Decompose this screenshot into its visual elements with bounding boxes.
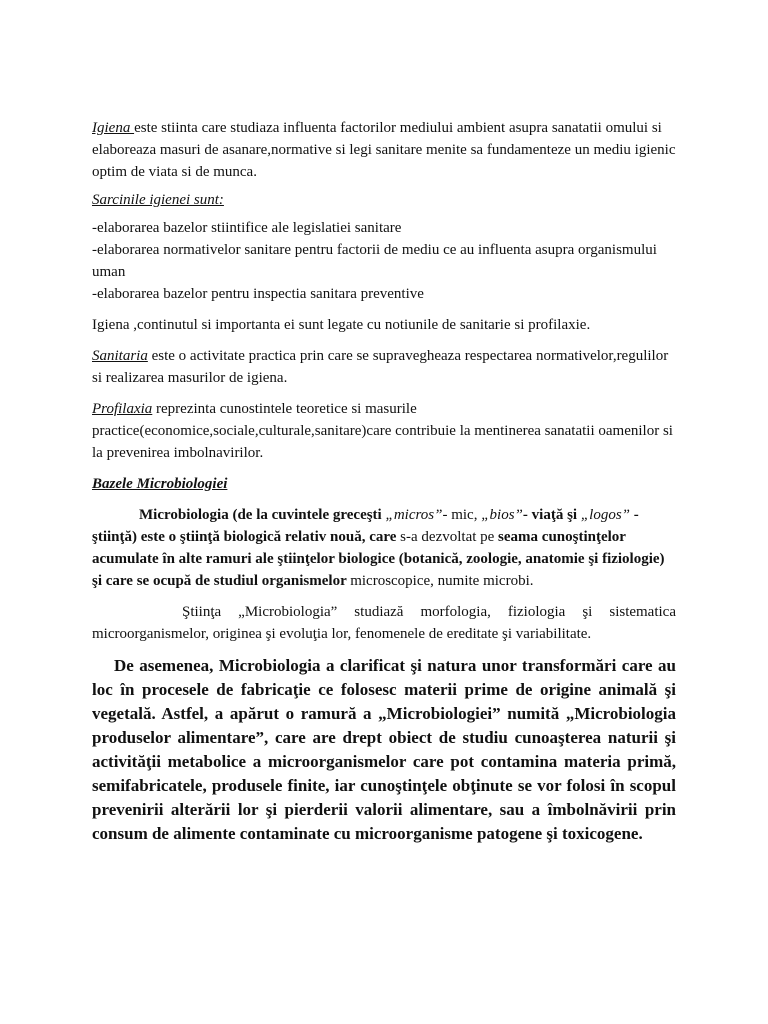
sarcini-list (92, 217, 676, 305)
paragraph-microbiologia-alimentara: De asemenea, Microbiologia a clarificat şi natura unor transformări care au loc în procesele de fabricaţie ce folosesc materii prime de origine animală şi vegetală. Astfel, a apărut o ramură a „Microbiologiei” numită „Microbiologia produselor alimentare”, care are drept obiect de studiu cunoaşterea naturii şi activităţii metabolice a microorganismelor care pot contamina materia primă, semifabricatele, produsele finite, iar cunoştinţele obţinute se vor folosi în scopul prevenirii alterării lor şi pierderii valorii alimentare, sau a îmbolnăvirii prin consum de alimente contaminate cu microorganisme patogene şi toxicogene. (92, 656, 676, 843)
micro-def-part-f: seama cunoştinţelor acumulate în alte ramuri ale ştiinţelor biologice (botanică, zoologie, anatomie şi fiziologie) şi care se ocupă de studiul organismelor (92, 529, 665, 589)
sanitaria-definition: este o activitate practica prin care se supravegheaza respectarea normativelor,regulilor si realizarea masurilor de igiena. (92, 348, 669, 386)
igiena-definition: este stiinta care studiaza influenta factorilor mediului ambient asupra sanatatii omului si elaboreaza masuri de asanare,normative si legi sanitare menite sa fundamenteze un mediu igienic optim de viata si de munca. (92, 120, 676, 180)
paragraph-profilaxia (92, 398, 676, 464)
micro-def-part-c: - viaţă şi (522, 507, 581, 523)
micro-def-part-e: s-a dezvoltat pe (400, 529, 499, 545)
paragraph-microbiologia-definitie (92, 504, 676, 592)
word-bios: „bios” (481, 507, 523, 523)
paragraph-sanitaria (92, 345, 676, 389)
term-sanitaria: Sanitaria (92, 348, 148, 364)
document-page (92, 117, 676, 846)
sarcini-heading: Sarcinile igienei sunt: (92, 192, 224, 208)
sarcini-item-3: -elaborarea bazelor pentru inspectia sanitara preventive (92, 286, 424, 302)
micro-def-part-a: Microbiologia (de la cuvintele greceşti (139, 507, 386, 523)
micro-def-part-b: - mic, (442, 507, 482, 523)
term-igiena: Igiena (92, 120, 135, 136)
paragraph-igiena-continut: Igiena ,continutul si importanta ei sunt legate cu notiunile de sanitarie si profilaxie. (92, 317, 591, 333)
micro-def-part-d: - ştiinţă) este o ştiinţă biologică relativ nouă, care (92, 507, 639, 545)
profilaxia-definition: reprezinta cunostintele teoretice si masurile practice(economice,sociale,culturale,sanitare)care contribuie la mentinerea sanatatii oamenilor si la prevenirea imbolnavirilor. (92, 401, 673, 461)
term-profilaxia: Profilaxia (92, 401, 153, 417)
word-micros: „micros” (385, 507, 443, 523)
word-logos: „logos” (580, 507, 631, 523)
sarcini-item-2: -elaborarea normativelor sanitare pentru factorii de mediu ce au influenta asupra organismului uman (92, 242, 657, 280)
micro-def-part-g: microscopice, numite microbi. (350, 573, 534, 589)
microbiologie-heading: Bazele Microbiologiei (92, 476, 228, 492)
sarcini-item-1: -elaborarea bazelor stiintifice ale legislatiei sanitare (92, 220, 402, 236)
paragraph-igiena (92, 117, 676, 183)
paragraph-microbiologia-studiu: Ştiinţa „Microbiologia” studiază morfologia, fiziologia şi sistematica microorganismelor, originea şi evoluţia lor, fenomenele de ereditate şi variabilitate. (92, 604, 676, 642)
